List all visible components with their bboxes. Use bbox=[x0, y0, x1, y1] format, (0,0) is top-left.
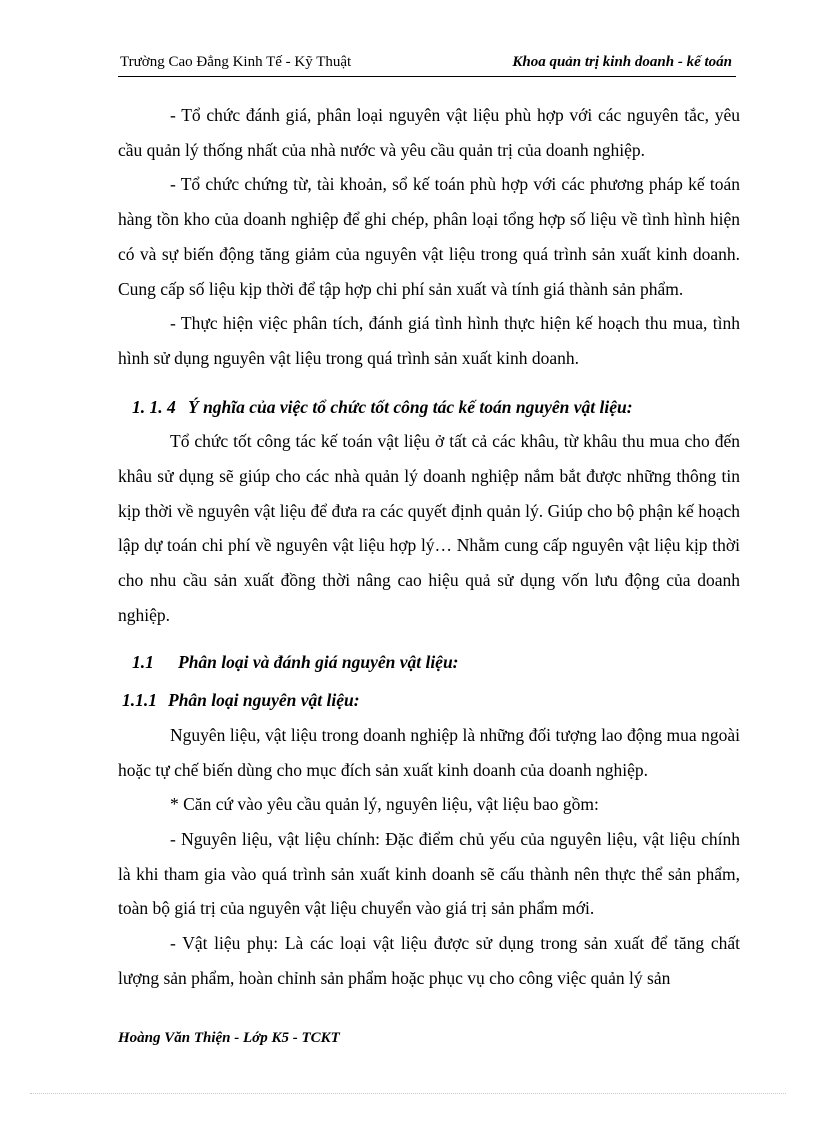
heading-title: Phân loại và đánh giá nguyên vật liệu: bbox=[178, 651, 459, 672]
heading-section-1-1 bbox=[118, 645, 740, 680]
heading-section-1-1-1 bbox=[118, 683, 740, 718]
paragraph-basis: * Căn cứ vào yêu cầu quản lý, nguyên liệu, vật liệu bao gồm: bbox=[170, 794, 599, 815]
heading-title: Phân loại nguyên vật liệu: bbox=[168, 690, 360, 711]
paragraph-auxiliary-materials: - Vật liệu phụ: Là các loại vật liệu được sử dụng trong sản xuất để tăng chất lượng sản phẩm, hoàn chỉnh sản phẩm hoặc phục vụ cho công việc quản lý sản bbox=[118, 933, 740, 988]
footer-divider bbox=[30, 1093, 786, 1094]
paragraph-analysis: - Thực hiện việc phân tích, đánh giá tình hình thực hiện kế hoạch thu mua, tình hình sử dụng nguyên vật liệu trong quá trình sản xuất kinh doanh. bbox=[118, 313, 740, 368]
paragraph-significance: Tổ chức tốt công tác kế toán vật liệu ở tất cả các khâu, từ khâu thu mua cho đến khâu sử dụng sẽ giúp cho các nhà quản lý doanh nghiệp nắm bắt được những thông tin kịp thời về nguyên vật liệu để đưa ra các quyết định quản lý. Giúp cho bộ phận kế hoạch lập dự toán chi phí về nguyên vật liệu hợp lý… Nhằm cung cấp nguyên vật liệu kịp thời cho nhu cầu sản xuất đồng thời nâng cao hiệu quả sử dụng vốn lưu động của doanh nghiệp. bbox=[118, 431, 740, 625]
heading-number: 1. 1. 4 bbox=[132, 396, 176, 417]
header-school-name: Trường Cao Đẳng Kinh Tế - Kỹ Thuật bbox=[120, 54, 352, 70]
document-body bbox=[118, 98, 740, 996]
header-faculty-name: Khoa quản trị kinh doanh - kế toán bbox=[512, 54, 732, 70]
paragraph-main-materials: - Nguyên liệu, vật liệu chính: Đặc điểm chủ yếu của nguyên liệu, vật liệu chính là khi tham gia vào quá trình sản xuất kinh doanh sẽ cấu thành nên thực thể sản phẩm, toàn bộ giá trị của nguyên vật liệu chuyển vào giá trị sản phẩm mới. bbox=[118, 829, 740, 919]
paragraph-definition: Nguyên liệu, vật liệu trong doanh nghiệp là những đối tượng lao động mua ngoài hoặc tự chế biến dùng cho mục đích sản xuất kinh doanh của doanh nghiệp. bbox=[118, 724, 740, 780]
heading-title: Ý nghĩa của việc tổ chức tốt công tác kế toán nguyên vật liệu: bbox=[188, 396, 633, 417]
page-header bbox=[118, 52, 736, 77]
heading-number: 1.1.1 bbox=[122, 690, 157, 711]
paragraph-vouchers: - Tổ chức chứng từ, tài khoản, sổ kế toán phù hợp với các phương pháp kế toán hàng tồn kho của doanh nghiệp để ghi chép, phân loại tổng hợp số liệu về tình hình hiện có và sự biến động tăng giảm của nguyên vật liệu trong quá trình sản xuất kinh doanh. Cung cấp số liệu kịp thời để tập hợp chi phí sản xuất và tính giá thành sản phẩm. bbox=[118, 174, 740, 299]
paragraph-evaluation: - Tổ chức đánh giá, phân loại nguyên vật liệu phù hợp với các nguyên tắc, yêu cầu quản lý thống nhất của nhà nước và yêu cầu quản trị của doanh nghiệp. bbox=[118, 105, 740, 160]
heading-number: 1.1 bbox=[132, 651, 154, 672]
page-footer: Hoàng Văn Thiện - Lớp K5 - TCKT bbox=[118, 1030, 340, 1046]
heading-section-1-1-4 bbox=[118, 390, 740, 425]
